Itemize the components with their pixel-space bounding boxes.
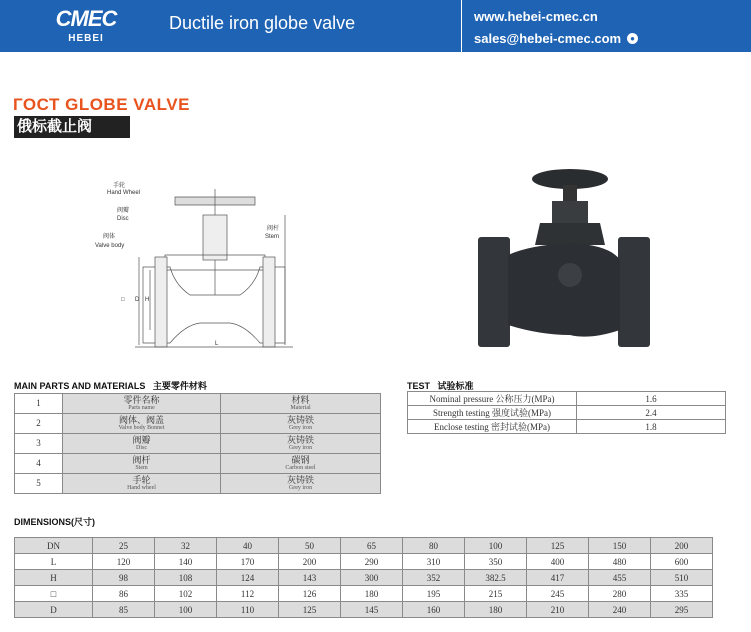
part-material bbox=[221, 394, 381, 414]
dimension-value: 195 bbox=[403, 586, 465, 602]
table-row bbox=[15, 434, 381, 454]
valve-body-label: Valve body bbox=[95, 243, 125, 249]
dimension-value: 110 bbox=[217, 602, 279, 618]
dimension-label: □ bbox=[15, 586, 93, 602]
part-material bbox=[221, 474, 381, 494]
dimension-label: D bbox=[15, 602, 93, 618]
dimension-value: 335 bbox=[651, 586, 713, 602]
valve-body-label-cn: 阀体 bbox=[103, 234, 116, 240]
dimension-value: 80 bbox=[403, 538, 465, 554]
parts-table bbox=[14, 393, 381, 494]
dimension-value: 125 bbox=[527, 538, 589, 554]
part-no: 5 bbox=[15, 474, 63, 494]
stem-label-cn: 阀杆 bbox=[267, 226, 280, 232]
parts-heading-en: MAIN PARTS AND MATERIALS bbox=[14, 381, 146, 391]
dimension-value: 295 bbox=[651, 602, 713, 618]
dimension-value: 600 bbox=[651, 554, 713, 570]
part-name bbox=[63, 474, 221, 494]
material-cn: 碳钢 bbox=[291, 454, 310, 465]
dimension-value: 382.5 bbox=[465, 570, 527, 586]
part-name-cn: 阀杆 bbox=[132, 454, 151, 465]
test-heading-en: TEST bbox=[407, 381, 431, 391]
dot-icon: ● bbox=[627, 33, 638, 44]
dimension-value: 100 bbox=[155, 602, 217, 618]
part-name-cn: 零件名称 bbox=[123, 394, 160, 405]
dimension-label: DN bbox=[15, 538, 93, 554]
part-name bbox=[63, 454, 221, 474]
part-name-cn: 阀瓣 bbox=[132, 434, 151, 445]
table-row bbox=[15, 454, 381, 474]
table-row bbox=[408, 420, 726, 434]
table-row bbox=[15, 394, 381, 414]
test-label: Nominal pressure 公称压力(MPa) bbox=[408, 392, 577, 406]
dimension-value: 290 bbox=[341, 554, 403, 570]
material-en: Grey iron bbox=[288, 444, 313, 451]
hand-wheel-label: Hand Wheel bbox=[107, 190, 141, 196]
header-divider bbox=[461, 0, 462, 52]
dimension-value: 400 bbox=[527, 554, 589, 570]
stem-label: Stem bbox=[265, 234, 280, 240]
dimension-value: 240 bbox=[589, 602, 651, 618]
dim-d-label: D bbox=[135, 297, 140, 303]
part-material bbox=[221, 434, 381, 454]
dimension-value: 126 bbox=[279, 586, 341, 602]
part-name-en: Disc bbox=[136, 444, 147, 451]
valve-drawing bbox=[95, 175, 310, 355]
dim-l-label: L bbox=[215, 341, 219, 347]
table-row bbox=[15, 554, 713, 570]
part-no: 1 bbox=[15, 394, 63, 414]
dimensions-table bbox=[14, 537, 713, 618]
dimension-value: 510 bbox=[651, 570, 713, 586]
dimension-value: 417 bbox=[527, 570, 589, 586]
dimension-value: 112 bbox=[217, 586, 279, 602]
material-en: Grey iron bbox=[288, 484, 313, 491]
test-label: Enclose testing 密封试验(MPa) bbox=[408, 420, 577, 434]
disc-label-cn: 阀瓣 bbox=[117, 208, 130, 214]
material-en: Grey iron bbox=[288, 424, 313, 431]
test-value: 1.6 bbox=[577, 392, 726, 406]
product-title: ГОСТ GLOBE VALVE bbox=[13, 95, 190, 114]
dimension-value: 350 bbox=[465, 554, 527, 570]
dimension-value: 32 bbox=[155, 538, 217, 554]
table-row bbox=[15, 570, 713, 586]
part-material bbox=[221, 454, 381, 474]
table-row bbox=[15, 538, 713, 554]
test-table bbox=[407, 391, 726, 434]
test-label: Strength testing 强度试验(MPa) bbox=[408, 406, 577, 420]
table-row bbox=[15, 602, 713, 618]
material-en: Carbon steel bbox=[285, 464, 316, 471]
dimension-value: 245 bbox=[527, 586, 589, 602]
table-row bbox=[15, 586, 713, 602]
dimension-value: 160 bbox=[403, 602, 465, 618]
dimension-value: 50 bbox=[279, 538, 341, 554]
company-logo[interactable] bbox=[52, 6, 120, 48]
disc-label: Disc bbox=[117, 216, 129, 222]
dimension-value: 85 bbox=[93, 602, 155, 618]
dimension-value: 98 bbox=[93, 570, 155, 586]
dimension-value: 145 bbox=[341, 602, 403, 618]
part-name-en: Parts name bbox=[128, 404, 155, 411]
part-no: 4 bbox=[15, 454, 63, 474]
material-cn: 灰铸铁 bbox=[286, 434, 314, 445]
dimension-value: 124 bbox=[217, 570, 279, 586]
part-name-en: Stem bbox=[135, 464, 148, 471]
dimension-value: 100 bbox=[465, 538, 527, 554]
dimension-value: 120 bbox=[93, 554, 155, 570]
dimension-label: H bbox=[15, 570, 93, 586]
dim-h-label: H bbox=[145, 297, 150, 303]
dimension-value: 280 bbox=[589, 586, 651, 602]
dimension-value: 143 bbox=[279, 570, 341, 586]
dimension-value: 108 bbox=[155, 570, 217, 586]
table-row bbox=[408, 392, 726, 406]
dimension-value: 170 bbox=[217, 554, 279, 570]
part-no: 3 bbox=[15, 434, 63, 454]
product-title-cn: 俄标截止阀 bbox=[14, 116, 130, 138]
logo-sub: HEBEI bbox=[68, 33, 104, 44]
material-cn: 材料 bbox=[291, 394, 310, 405]
test-heading-cn: 试验标准 bbox=[437, 381, 474, 391]
dimensions-heading: DIMENSIONS(尺寸) bbox=[14, 517, 96, 527]
dimension-value: 180 bbox=[465, 602, 527, 618]
material-cn: 灰铸铁 bbox=[286, 474, 314, 485]
dimension-value: 300 bbox=[341, 570, 403, 586]
table-row bbox=[408, 406, 726, 420]
dimension-value: 40 bbox=[217, 538, 279, 554]
email-link[interactable]: sales@hebei-cmec.com bbox=[474, 31, 622, 46]
header-bar bbox=[0, 0, 751, 52]
part-name bbox=[63, 394, 221, 414]
part-no: 2 bbox=[15, 414, 63, 434]
material-cn: 灰铸铁 bbox=[286, 414, 314, 425]
part-name-cn: 阀体、阀盖 bbox=[118, 414, 164, 425]
dimension-value: 310 bbox=[403, 554, 465, 570]
dimension-value: 102 bbox=[155, 586, 217, 602]
dimension-value: 25 bbox=[93, 538, 155, 554]
dim-sq-label: □ bbox=[121, 297, 125, 303]
dimension-value: 480 bbox=[589, 554, 651, 570]
parts-heading-cn: 主要零件材料 bbox=[152, 381, 207, 391]
part-name bbox=[63, 434, 221, 454]
parts-heading bbox=[14, 379, 207, 392]
test-value: 1.8 bbox=[577, 420, 726, 434]
hand-wheel-label-cn: 手轮 bbox=[113, 183, 126, 189]
part-name-en: Valve body Bonnet bbox=[118, 424, 165, 431]
dimension-label: L bbox=[15, 554, 93, 570]
dimension-value: 200 bbox=[651, 538, 713, 554]
logo-mark: CMEC bbox=[55, 6, 117, 31]
test-value: 2.4 bbox=[577, 406, 726, 420]
dimension-value: 125 bbox=[279, 602, 341, 618]
material-en: Material bbox=[290, 404, 311, 411]
dimension-value: 65 bbox=[341, 538, 403, 554]
part-material bbox=[221, 414, 381, 434]
part-name bbox=[63, 414, 221, 434]
dimension-value: 180 bbox=[341, 586, 403, 602]
page-title: Ductile iron globe valve bbox=[169, 13, 356, 33]
website-link[interactable]: www.hebei-cmec.cn bbox=[474, 9, 598, 24]
dimension-value: 215 bbox=[465, 586, 527, 602]
part-name-cn: 手轮 bbox=[132, 474, 151, 485]
dimension-value: 140 bbox=[155, 554, 217, 570]
dimension-value: 210 bbox=[527, 602, 589, 618]
table-row bbox=[15, 474, 381, 494]
dimension-value: 352 bbox=[403, 570, 465, 586]
table-row bbox=[15, 414, 381, 434]
dimension-value: 455 bbox=[589, 570, 651, 586]
dimension-value: 150 bbox=[589, 538, 651, 554]
dimension-value: 200 bbox=[279, 554, 341, 570]
dimension-value: 86 bbox=[93, 586, 155, 602]
part-name-en: Hand wheel bbox=[127, 484, 156, 491]
valve-photo bbox=[470, 165, 670, 365]
